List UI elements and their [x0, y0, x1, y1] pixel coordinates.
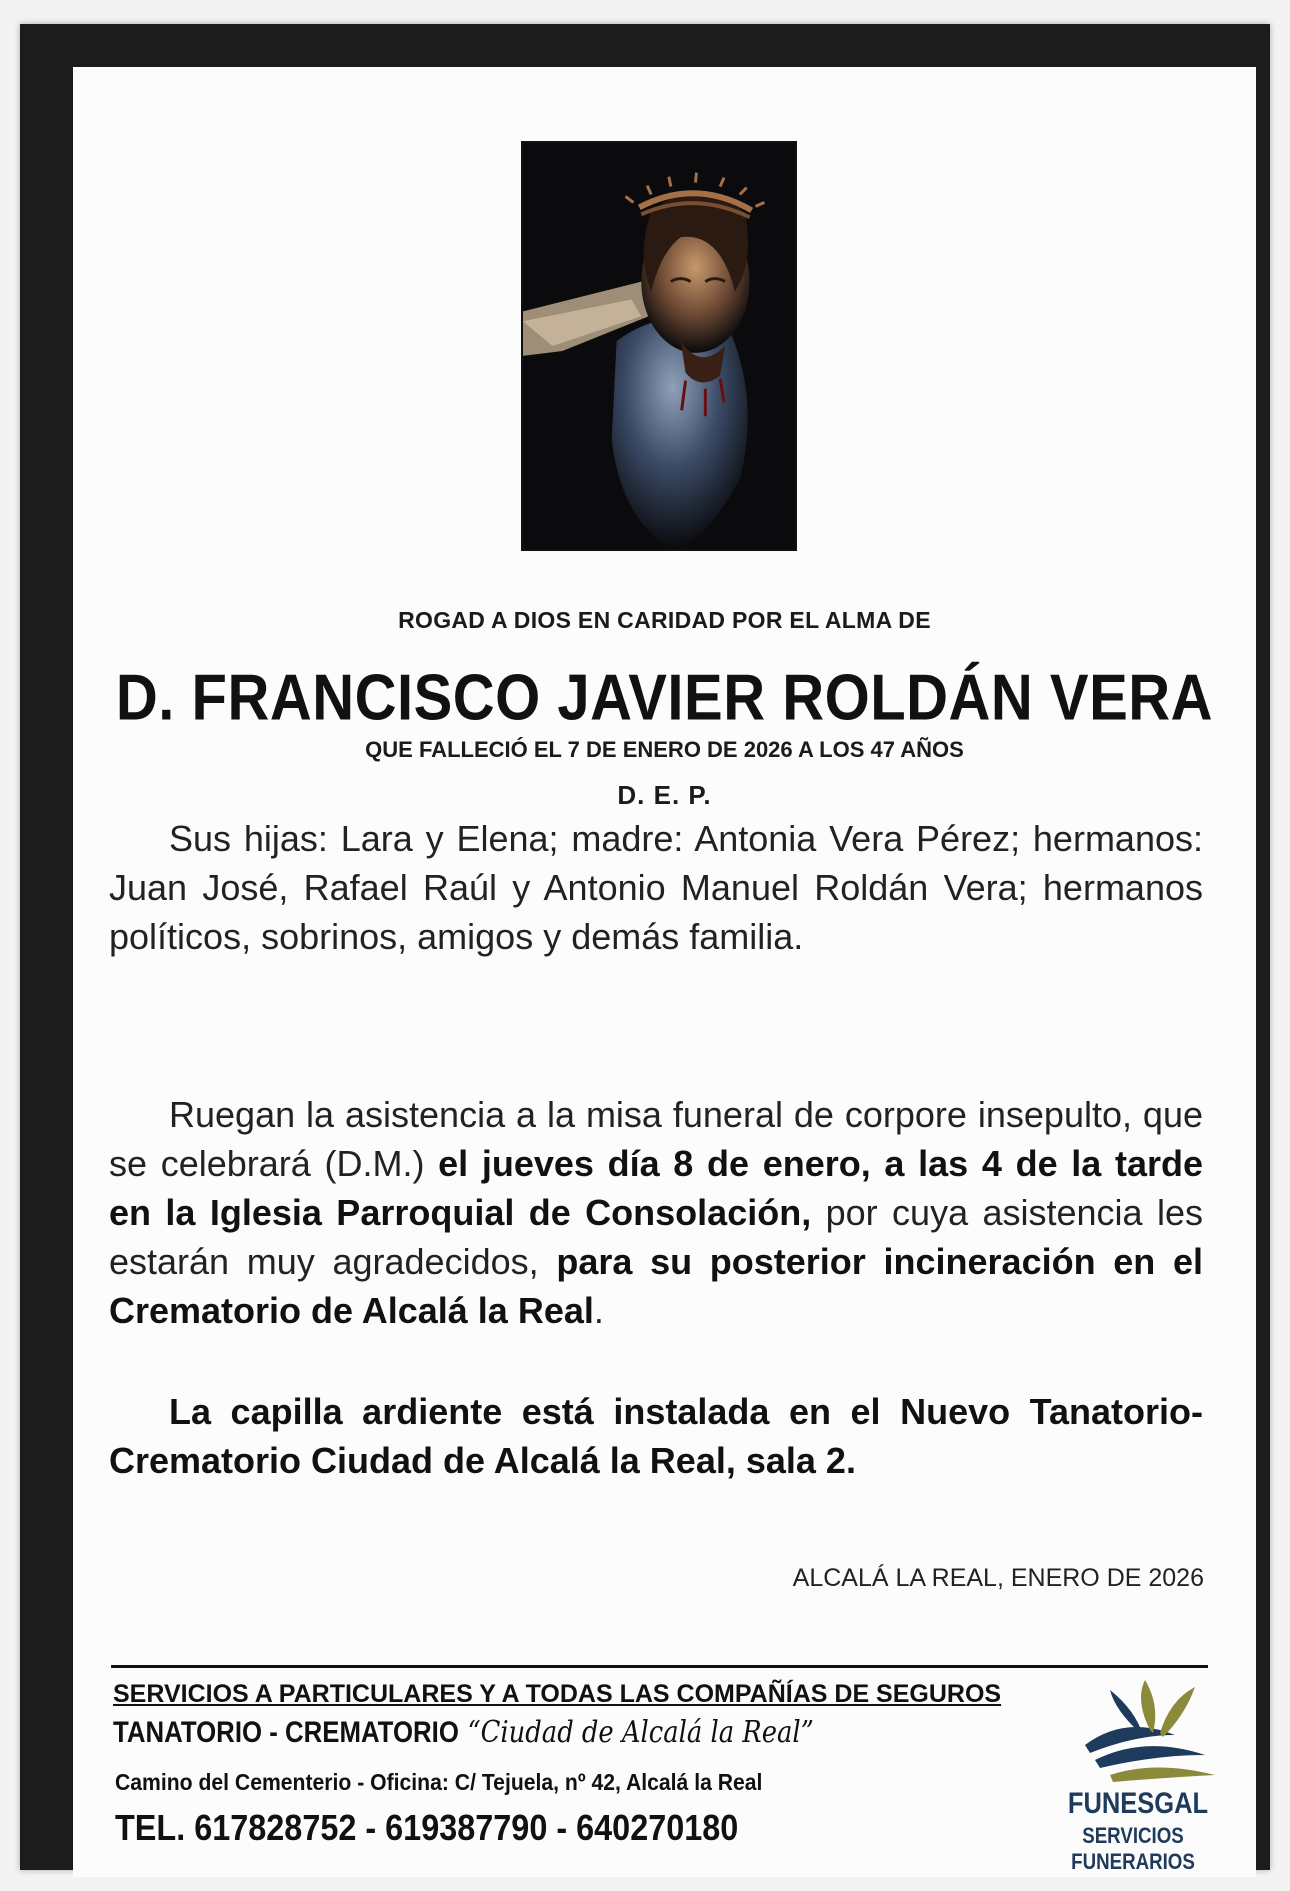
- black-mourning-border: [20, 24, 1270, 1874]
- funeral-mass-paragraph: [109, 1090, 1203, 1335]
- christ-picture-icon: [523, 143, 795, 549]
- obituary-paper: [73, 67, 1256, 1877]
- tanatorio-line: [113, 1715, 814, 1750]
- tanatorio-label: TANATORIO - CREMATORIO: [113, 1716, 459, 1749]
- funesgal-leaf-logo-icon: [1065, 1675, 1225, 1785]
- mass-intro-text: Ruegan la asistencia a la misa funeral de corpore insepulto, que se celebrará (D.M.): [109, 1094, 1203, 1184]
- family-paragraph: Sus hijas: Lara y Elena; madre: Antonia Vera Pérez; hermanos: Juan José, Rafael Raúl y Antonio Manuel Roldán Vera; hermanos políticos, sobrinos, amigos y demás familia.: [109, 818, 1203, 957]
- cremation-text: para su posterior incineración en el Crematorio de Alcalá la Real: [109, 1241, 1203, 1331]
- phone-numbers: TEL. 617828752 - 619387790 - 640270180: [115, 1807, 739, 1848]
- deceased-name: D. FRANCISCO JAVIER ROLDÁN VERA: [115, 661, 1214, 734]
- brand-name: FUNESGAL: [1067, 1787, 1209, 1820]
- address-line: Camino del Cementerio - Oficina: C/ Tejuela, nº 42, Alcalá la Real: [115, 1769, 763, 1795]
- mass-date-text: el jueves día 8 de enero, a las 4 de la tarde en la Iglesia Parroquial de Consolación,: [109, 1143, 1204, 1233]
- tanatorio-script-name: “Ciudad de Alcalá la Real”: [467, 1715, 814, 1750]
- crucified-christ-image: [521, 141, 797, 551]
- chapel-paragraph: La capilla ardiente está instalada en el Nuevo Tanatorio-Crematorio Ciudad de Alcalá la Real, sala 2.: [109, 1391, 1203, 1481]
- mass-end-text: .: [593, 1290, 604, 1331]
- brand-subtitle: SERVICIOS FUNERARIOS: [1071, 1823, 1195, 1874]
- place-and-date: ALCALÁ LA REAL, ENERO DE 2026: [792, 1564, 1204, 1592]
- rip-abbreviation: D. E. P.: [617, 780, 712, 810]
- death-date-line: QUE FALLECIÓ EL 7 DE ENERO DE 2026 A LOS 47 AÑOS: [365, 737, 964, 762]
- mass-middle-text: por cuya asistencia les estarán muy agradecidos,: [109, 1192, 1203, 1282]
- footer-divider: [111, 1665, 1208, 1668]
- prayer-heading: ROGAD A DIOS EN CARIDAD POR EL ALMA DE: [398, 607, 931, 633]
- services-line: SERVICIOS A PARTICULARES Y A TODAS LAS COMPAÑÍAS DE SEGUROS: [113, 1680, 1002, 1708]
